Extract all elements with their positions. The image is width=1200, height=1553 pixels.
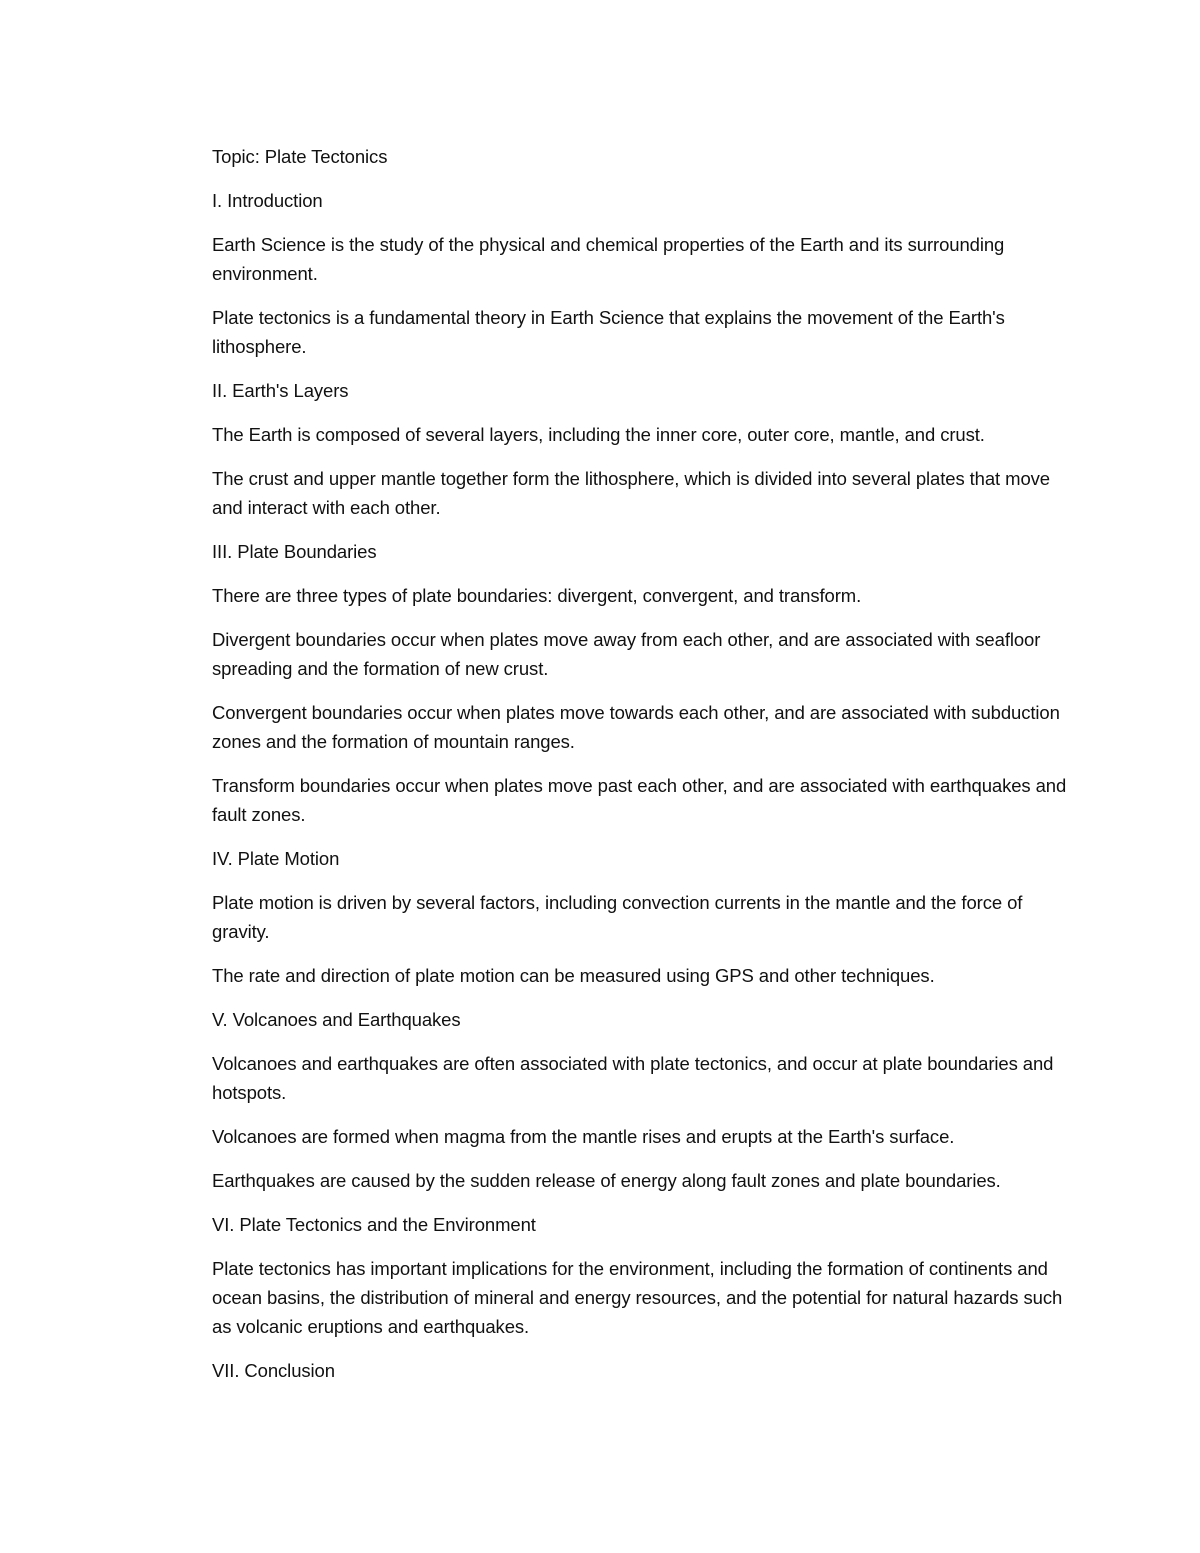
section-heading-conclusion: VII. Conclusion <box>212 1360 335 1381</box>
paragraph: Plate tectonics has important implications for the environment, including the formation of continents and ocean basins, the distribution of mineral and energy resources, and the potential for natural hazards such as volcanic eruptions and earthquakes. <box>212 1258 1063 1337</box>
section-heading-introduction: I. Introduction <box>212 190 323 211</box>
section-heading-plate-motion: IV. Plate Motion <box>212 848 340 869</box>
section-heading-volcanoes-earthquakes: V. Volcanoes and Earthquakes <box>212 1009 461 1030</box>
document-body <box>212 142 1072 1400</box>
paragraph: Divergent boundaries occur when plates move away from each other, and are associated with seafloor spreading and the formation of new crust. <box>212 629 1041 679</box>
section-heading-plate-boundaries: III. Plate Boundaries <box>212 541 377 562</box>
paragraph: Volcanoes are formed when magma from the mantle rises and erupts at the Earth's surface. <box>212 1126 955 1147</box>
topic-heading: Topic: Plate Tectonics <box>212 146 388 167</box>
paragraph: The Earth is composed of several layers, including the inner core, outer core, mantle, and crust. <box>212 424 985 445</box>
section-heading-environment: VI. Plate Tectonics and the Environment <box>212 1214 536 1235</box>
paragraph: The crust and upper mantle together form the lithosphere, which is divided into several plates that move and interact with each other. <box>212 468 1050 518</box>
paragraph: Earthquakes are caused by the sudden release of energy along fault zones and plate boundaries. <box>212 1170 1001 1191</box>
paragraph: Convergent boundaries occur when plates move towards each other, and are associated with subduction zones and the formation of mountain ranges. <box>212 702 1060 752</box>
paragraph: Earth Science is the study of the physical and chemical properties of the Earth and its surrounding environment. <box>212 234 1005 284</box>
paragraph: The rate and direction of plate motion can be measured using GPS and other techniques. <box>212 965 935 986</box>
paragraph: Volcanoes and earthquakes are often associated with plate tectonics, and occur at plate boundaries and hotspots. <box>212 1053 1054 1103</box>
paragraph: Plate motion is driven by several factors, including convection currents in the mantle and the force of gravity. <box>212 892 1023 942</box>
paragraph: Transform boundaries occur when plates move past each other, and are associated with earthquakes and fault zones. <box>212 775 1067 825</box>
paragraph: Plate tectonics is a fundamental theory in Earth Science that explains the movement of the Earth's lithosphere. <box>212 307 1005 357</box>
paragraph: There are three types of plate boundaries: divergent, convergent, and transform. <box>212 585 862 606</box>
section-heading-earths-layers: II. Earth's Layers <box>212 380 349 401</box>
